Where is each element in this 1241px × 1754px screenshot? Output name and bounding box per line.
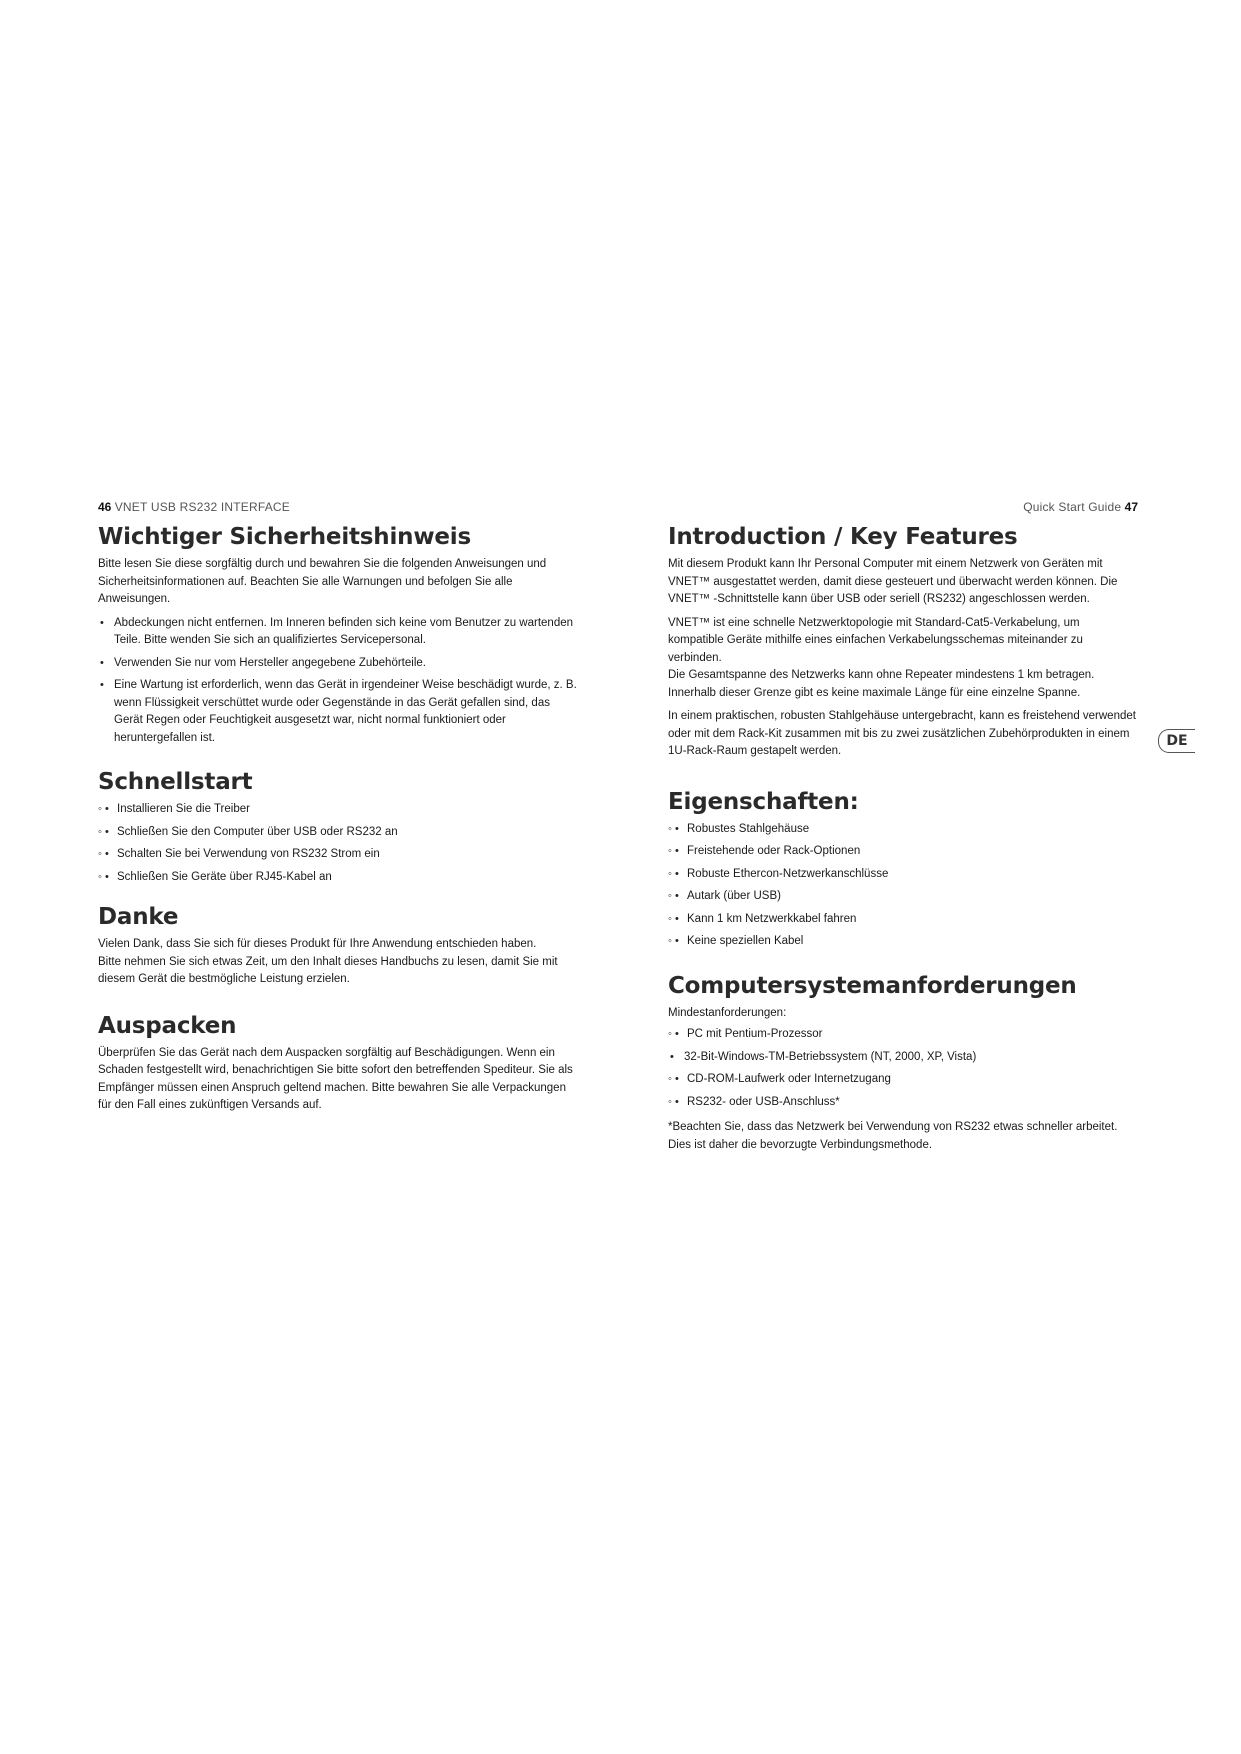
right-header-title: Quick Start Guide — [1023, 500, 1122, 514]
thanks-section — [98, 904, 578, 989]
bullet-icon — [668, 911, 679, 929]
list-item: ◦ • Schließen Sie den Computer über USB oder RS232 an — [98, 824, 578, 842]
unpacking-text: Überprüfen Sie das Gerät nach dem Auspacken sorgfältig auf Beschädigungen. Wenn ein Schaden festgestellt wird, benachrichtigen Sie bitte sofort den betreffenden Spediteur. Sie als Empfänger müssen einen Anspruch geltend machen. Bitte bewahren Sie alle Verpackungen für den Fall eines zukünftigen Versands auf. — [98, 1046, 573, 1111]
list-item: ◦ • Freistehende oder Rack-Optionen — [668, 843, 1138, 861]
list-item: ◦ • Autark (über USB) — [668, 888, 1138, 906]
intro-title: Introduction / Key Features — [668, 524, 1018, 550]
quickstart-list — [98, 801, 578, 886]
safety-list — [98, 615, 578, 748]
bullet-icon — [668, 821, 679, 839]
thanks-text-1: Vielen Dank, dass Sie sich für dieses Produkt für Ihre Anwendung entschieden haben. — [98, 938, 537, 950]
unpacking-title: Auspacken — [98, 1012, 237, 1039]
bullet-icon — [668, 1071, 679, 1089]
bullet-icon — [98, 846, 109, 864]
bullet-icon — [98, 869, 109, 887]
bullet-icon — [668, 1026, 679, 1044]
list-item: ◦ • Kann 1 km Netzwerkkabel fahren — [668, 911, 1138, 929]
thanks-title: Danke — [98, 904, 179, 930]
bullet-icon — [668, 843, 679, 861]
list-item: • 32-Bit-Windows-TM-Betriebssystem (NT, 2000, XP, Vista) — [668, 1049, 1138, 1067]
intro-p3: In einem praktischen, robusten Stahlgehäuse untergebracht, kann es freistehend verwendet oder mit dem Rack-Kit zusammen mit bis zu zwei zusätzlichen Zubehörprodukten in einem 1U-Rack-Raum gestapelt werden. — [668, 710, 1136, 757]
intro-p2a: VNET™ ist eine schnelle Netzwerktopologie mit Standard-Cat5-Verkabelung, um kompatible Geräte mithilfe eines einfachen Verkabelungsschemas miteinander zu verbinden. — [668, 616, 1083, 664]
bullet-icon — [668, 933, 679, 951]
right-page-number: 47 — [1124, 500, 1138, 514]
bullet-icon — [670, 1049, 674, 1067]
language-badge: DE — [1158, 729, 1195, 753]
intro-p2b: Die Gesamtspanne des Netzwerks kann ohne Repeater mindestens 1 km betragen. Innerhalb dieser Grenze gibt es keine maximale Länge für eine einzelne Spanne. — [668, 669, 1095, 699]
bullet-icon — [100, 677, 104, 695]
requirements-title: Computersystemanforderungen — [668, 972, 1077, 999]
requirements-note: *Beachten Sie, dass das Netzwerk bei Verwendung von RS232 etwas schneller arbeitet. Dies ist daher die bevorzugte Verbindungsmethode. — [668, 1121, 1118, 1151]
left-header-title: VNET USB RS232 INTERFACE — [114, 500, 290, 514]
quickstart-section — [98, 769, 578, 886]
right-column — [668, 524, 1138, 1172]
bullet-icon — [668, 866, 679, 884]
bullet-icon — [100, 615, 104, 633]
list-item: ◦ • PC mit Pentium-Prozessor — [668, 1026, 1138, 1044]
safety-intro: Bitte lesen Sie diese sorgfältig durch und bewahren Sie die folgenden Anweisungen und Sicherheitsinformationen auf. Beachten Sie alle Warnungen und befolgen Sie alle Anweisungen. — [98, 558, 547, 605]
list-item: ◦ • Schalten Sie bei Verwendung von RS232 Strom ein — [98, 846, 578, 864]
list-item: ◦ • Installieren Sie die Treiber — [98, 801, 578, 819]
left-column — [98, 524, 578, 1133]
thanks-text-2: Bitte nehmen Sie sich etwas Zeit, um den Inhalt dieses Handbuchs zu lesen, damit Sie mit diesem Gerät die bestmögliche Leistung erzielen. — [98, 955, 558, 985]
list-item: ◦ • Keine speziellen Kabel — [668, 933, 1138, 951]
features-title: Eigenschaften: — [668, 788, 859, 815]
quickstart-title: Schnellstart — [98, 769, 253, 795]
requirements-list — [668, 1026, 1138, 1111]
safety-title: Wichtiger Sicherheitshinweis — [98, 524, 471, 550]
left-page-header — [98, 500, 290, 514]
list-item: • Eine Wartung ist erforderlich, wenn das Gerät in irgendeiner Weise beschädigt wurde, z. B. wenn Flüssigkeit verschüttet wurde oder Gegenstände in das Gerät gefallen sind, das Gerät Regen oder Feuchtigkeit ausgesetzt war, nicht normal funktioniert oder heruntergefallen ist. — [98, 677, 578, 747]
list-item: ◦ • Robustes Stahlgehäuse — [668, 821, 1138, 839]
safety-section — [98, 524, 578, 747]
list-item: ◦ • CD-ROM-Laufwerk oder Internetzugang — [668, 1071, 1138, 1089]
bullet-icon — [100, 655, 104, 673]
unpacking-section — [98, 1013, 578, 1115]
features-list — [668, 821, 1138, 951]
right-page-header — [1023, 500, 1138, 514]
intro-section — [668, 524, 1138, 761]
bullet-icon — [668, 1094, 679, 1112]
list-item: • Verwenden Sie nur vom Hersteller angegebene Zubehörteile. — [98, 655, 578, 673]
list-item: ◦ • Robuste Ethercon-Netzwerkanschlüsse — [668, 866, 1138, 884]
list-item: ◦ • RS232- oder USB-Anschluss* — [668, 1094, 1138, 1112]
intro-p1: Mit diesem Produkt kann Ihr Personal Computer mit einem Netzwerk von Geräten mit VNET™ ausgestattet werden, damit diese gesteuert und überwacht werden können. Die VNET™ -Schnittstelle kann über USB oder seriell (RS232) angeschlossen werden. — [668, 558, 1118, 605]
requirements-section — [668, 973, 1138, 1155]
bullet-icon — [98, 801, 109, 819]
features-section — [668, 789, 1138, 951]
list-item: ◦ • Schließen Sie Geräte über RJ45-Kabel an — [98, 869, 578, 887]
bullet-icon — [668, 888, 679, 906]
list-item: • Abdeckungen nicht entfernen. Im Inneren befinden sich keine vom Benutzer zu wartenden Teile. Bitte wenden Sie sich an qualifiziertes Servicepersonal. — [98, 615, 578, 650]
bullet-icon — [98, 824, 109, 842]
left-page-number: 46 — [98, 500, 112, 514]
requirements-subtitle: Mindestanforderungen: — [668, 1006, 787, 1019]
